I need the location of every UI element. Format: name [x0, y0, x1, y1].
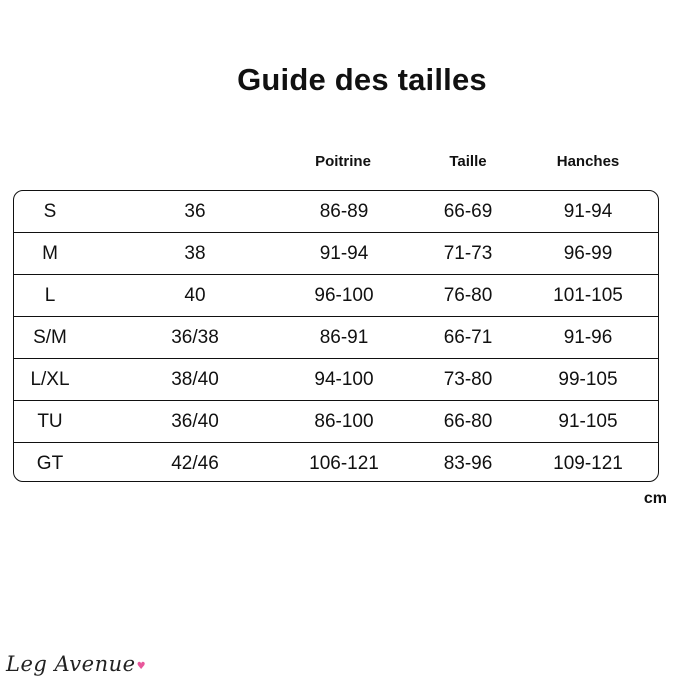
unit-label: cm: [643, 490, 667, 507]
eu-size-cell: 40: [184, 285, 206, 306]
hanches-cell: 96-99: [563, 243, 613, 264]
eu-size-cell: 38: [184, 243, 206, 264]
poitrine-cell: 94-100: [314, 369, 374, 390]
table-row: [14, 275, 658, 317]
header-hanches: Hanches: [556, 153, 620, 170]
table-row: [14, 359, 658, 401]
taille-cell: 71-73: [443, 243, 493, 264]
hanches-cell: 91-94: [563, 201, 613, 222]
taille-cell: 73-80: [443, 369, 493, 390]
poitrine-cell: 91-94: [319, 243, 369, 264]
table-row: [14, 191, 658, 233]
hanches-cell: 91-105: [558, 411, 618, 432]
brand-logo: [6, 652, 146, 676]
taille-cell: 66-69: [443, 201, 493, 222]
heart-icon: ♥: [136, 661, 147, 672]
taille-cell: 66-80: [443, 411, 493, 432]
taille-cell: 83-96: [443, 453, 493, 474]
page-title: Guide des tailles: [237, 62, 487, 97]
size-cell: M: [42, 243, 58, 264]
poitrine-cell: 106-121: [309, 453, 379, 474]
size-cell: TU: [37, 411, 63, 432]
hanches-cell: 101-105: [553, 285, 623, 306]
table-row: [14, 443, 658, 485]
eu-size-cell: 36/38: [171, 327, 219, 348]
eu-size-cell: 36: [184, 201, 206, 222]
table-row: [14, 233, 658, 275]
table-row: [14, 401, 658, 443]
hanches-cell: 91-96: [563, 327, 613, 348]
size-cell: L: [44, 285, 56, 306]
size-cell: GT: [36, 453, 64, 474]
poitrine-cell: 86-89: [319, 201, 369, 222]
poitrine-cell: 86-91: [319, 327, 369, 348]
eu-size-cell: 38/40: [171, 369, 219, 390]
hanches-cell: 109-121: [553, 453, 623, 474]
poitrine-cell: 96-100: [314, 285, 374, 306]
table-row: [14, 317, 658, 359]
header-taille: Taille: [449, 153, 487, 170]
size-table: [13, 190, 659, 482]
size-cell: L/XL: [30, 369, 70, 390]
header-poitrine: Poitrine: [315, 153, 371, 170]
brand-name: Leg Avenue: [6, 652, 136, 676]
taille-cell: 76-80: [443, 285, 493, 306]
size-cell: S/M: [33, 327, 67, 348]
poitrine-cell: 86-100: [314, 411, 374, 432]
hanches-cell: 99-105: [558, 369, 618, 390]
eu-size-cell: 42/46: [171, 453, 219, 474]
eu-size-cell: 36/40: [171, 411, 219, 432]
taille-cell: 66-71: [443, 327, 493, 348]
size-cell: S: [43, 201, 57, 222]
